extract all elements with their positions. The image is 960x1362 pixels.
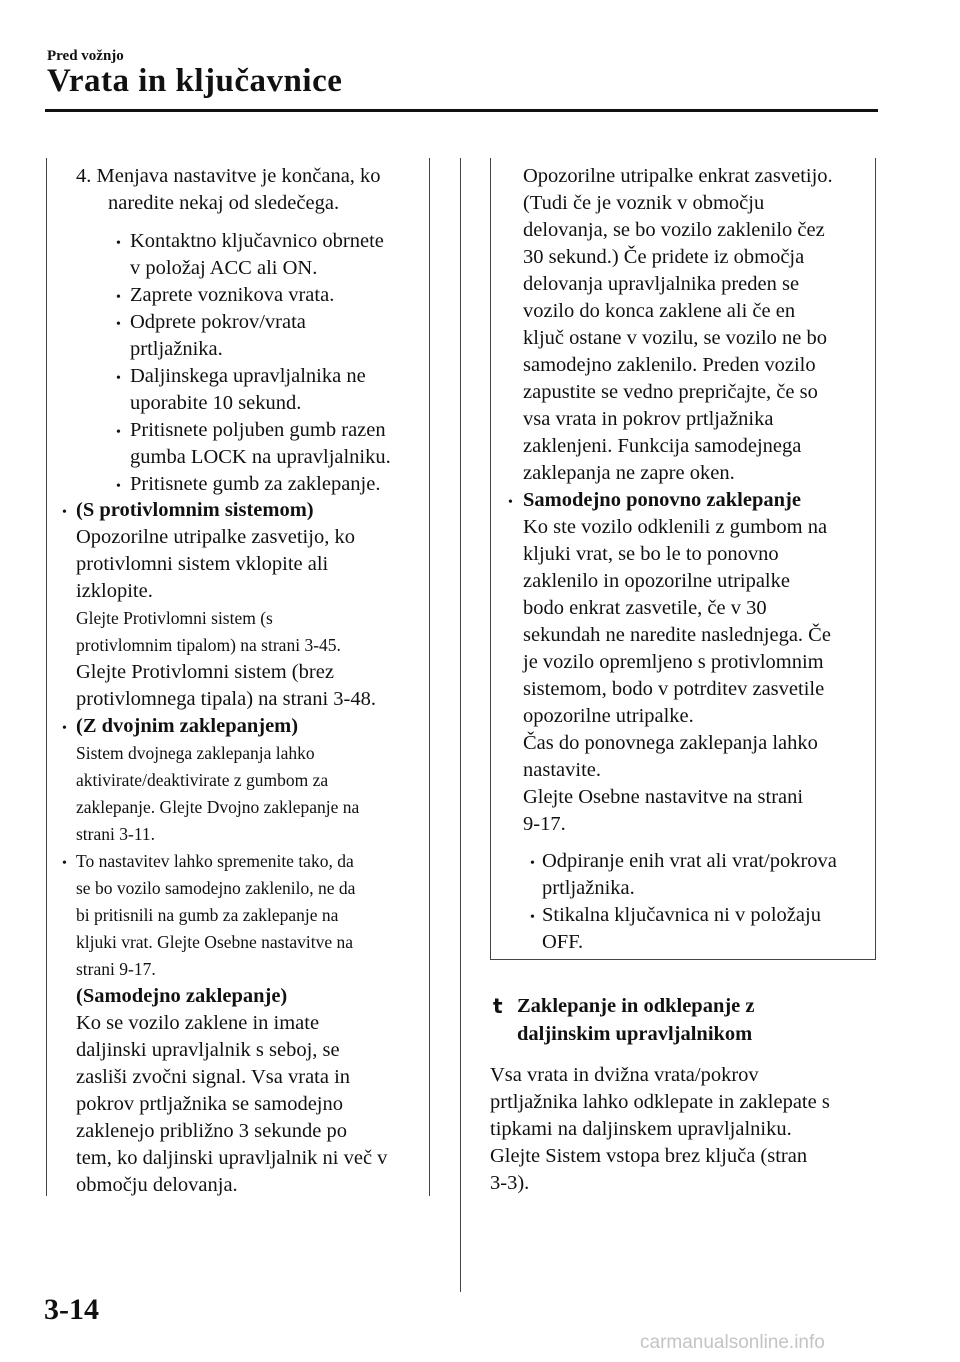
auto-lock-text: zasliši zvočni signal. Vsa vrata in	[76, 1066, 351, 1088]
antitheft-text: Opozorilne utripalke zasvetijo, ko	[76, 526, 355, 548]
center-divider	[460, 158, 461, 1292]
step-4-line-2: naredite nekaj od sledečega.	[108, 192, 340, 214]
bullet-icon: •	[62, 505, 67, 520]
list-item: Kontaktno ključavnico obrnete	[130, 230, 384, 252]
section-marker-icon: t	[493, 994, 503, 1018]
antitheft-text: protivlomni sistem vklopite ali	[76, 553, 329, 575]
bullet-icon: •	[508, 495, 513, 510]
auto-lock-heading: (Samodejno zaklepanje)	[76, 985, 288, 1007]
continuation-line: (Tudi če je voznik v območju	[523, 192, 765, 214]
list-item: gumba LOCK na upravljalniku.	[130, 446, 391, 468]
continuation-line: zaklepanja ne zapre oken.	[523, 462, 735, 484]
bullet-icon: •	[116, 236, 121, 251]
relock-text: nastavite.	[523, 759, 601, 781]
continuation-line: zaklenjeni. Funkcija samodejnega	[523, 435, 802, 457]
setting-note-text: kljuki vrat. Glejte Osebne nastavitve na	[76, 932, 354, 952]
setting-note-text: strani 9-17.	[76, 959, 156, 979]
relock-text: zaklenilo in opozorilne utripalke	[523, 570, 790, 592]
relock-text: Glejte Osebne nastavitve na strani	[523, 786, 804, 808]
bullet-icon: •	[62, 721, 67, 736]
relock-text: 9-17.	[523, 813, 566, 835]
list-item: Pritisnete poljuben gumb razen	[130, 419, 386, 441]
double-lock-heading: (Z dvojnim zaklepanjem)	[76, 715, 299, 737]
bullet-icon: •	[62, 856, 67, 871]
remote-lock-text: tipkami na daljinskem upravljalniku.	[490, 1118, 792, 1140]
relock-text: kljuki vrat, se bo le to ponovno	[523, 543, 779, 565]
continuation-line: vsa vrata in pokrov prtljažnika	[523, 408, 774, 430]
list-item: uporabite 10 sekund.	[130, 392, 302, 414]
page-number: 3-14	[44, 1293, 99, 1326]
continuation-line: Opozorilne utripalke enkrat zasvetijo.	[523, 165, 833, 187]
list-item: prtljažnika.	[130, 338, 223, 360]
antitheft-text: izklopite.	[76, 580, 153, 602]
double-lock-text: Sistem dvojnega zaklepanja lahko	[76, 743, 315, 763]
bullet-icon: •	[116, 479, 121, 494]
bullet-icon: •	[530, 910, 535, 925]
relock-text: Čas do ponovnega zaklepanja lahko	[523, 732, 818, 754]
continuation-line: delovanja upravljalnika preden se	[523, 273, 800, 295]
list-item: v položaj ACC ali ON.	[130, 257, 318, 279]
list-item: OFF.	[542, 931, 584, 953]
remote-lock-text: Glejte Sistem vstopa brez ključa (stran	[490, 1145, 808, 1167]
list-item: Stikalna ključavnica ni v položaju	[542, 904, 821, 926]
page-title: Vrata in ključavnice	[47, 63, 343, 99]
antitheft-reference-1: protivlomnim tipalom) na strani 3-45.	[76, 635, 341, 655]
double-lock-text: zaklepanje. Glejte Dvojno zaklepanje na	[76, 797, 360, 817]
step-4-line-1: 4. Menjava nastavitve je končana, ko	[76, 165, 381, 187]
remote-lock-text: Vsa vrata in dvižna vrata/pokrov	[490, 1064, 759, 1086]
continuation-line: ključ ostane v vozilu, se vozilo ne bo	[523, 327, 828, 349]
relock-text: opozorilne utripalke.	[523, 705, 694, 727]
remote-lock-text: 3-3).	[490, 1172, 530, 1194]
relock-text: je vozilo opremljeno s protivlomnim	[523, 651, 824, 673]
relock-heading: Samodejno ponovno zaklepanje	[523, 489, 801, 511]
list-item: Daljinskega upravljalnika ne	[130, 365, 366, 387]
continuation-line: 30 sekund.) Če pridete iz območja	[523, 246, 805, 268]
list-item: Odprete pokrov/vrata	[130, 311, 306, 333]
relock-text: bodo enkrat zasvetile, če v 30	[523, 597, 767, 619]
antitheft-reference-2: Glejte Protivlomni sistem (brez	[76, 661, 334, 683]
watermark: carmanualsonline.info	[640, 1332, 825, 1353]
continuation-line: delovanja, se bo vozilo zaklenilo čez	[523, 219, 825, 241]
auto-lock-text: območju delovanja.	[76, 1174, 238, 1196]
relock-text: sekundah ne naredite naslednjega. Če	[523, 624, 831, 646]
remote-lock-text: prtljažnika lahko odklepate in zaklepate s	[490, 1091, 830, 1113]
auto-lock-text: zaklenejo približno 3 sekunde po	[76, 1120, 347, 1142]
auto-lock-text: daljinski upravljalnik s seboj, se	[76, 1039, 340, 1061]
remote-lock-heading: daljinskim upravljalnikom	[517, 1023, 753, 1045]
auto-lock-text: tem, ko daljinski upravljalnik ni več v	[76, 1147, 388, 1169]
setting-note-text: To nastavitev lahko spremenite tako, da	[76, 851, 354, 871]
antitheft-reference-1: Glejte Protivlomni sistem (s	[76, 608, 273, 628]
setting-note-text: se bo vozilo samodejno zaklenilo, ne da	[76, 878, 356, 898]
list-item: Odpiranje enih vrat ali vrat/pokrova	[542, 850, 837, 872]
auto-lock-text: pokrov prtljažnika se samodejno	[76, 1093, 344, 1115]
double-lock-text: strani 3-11.	[76, 824, 156, 844]
antitheft-reference-2: protivlomnega tipala) na strani 3-48.	[76, 688, 377, 710]
setting-note-text: bi pritisnili na gumb za zaklepanje na	[76, 905, 339, 925]
list-item: Zaprete voznikova vrata.	[130, 284, 335, 306]
continuation-line: zapustite se vedno prepričajte, če so	[523, 381, 818, 403]
remote-lock-heading: Zaklepanje in odklepanje z	[517, 995, 755, 1017]
title-rule	[45, 109, 878, 112]
bullet-icon: •	[116, 371, 121, 386]
continuation-line: samodejno zaklenilo. Preden vozilo	[523, 354, 816, 376]
double-lock-text: aktivirate/deaktivirate z gumbom za	[76, 770, 329, 790]
auto-lock-text: Ko se vozilo zaklene in imate	[76, 1012, 320, 1034]
continuation-line: vozilo do konca zaklene ali če en	[523, 300, 796, 322]
relock-text: Ko ste vozilo odklenili z gumbom na	[523, 516, 828, 538]
bullet-icon: •	[116, 290, 121, 305]
bullet-icon: •	[116, 425, 121, 440]
section-label: Pred vožnjo	[47, 48, 124, 64]
antitheft-heading: (S protivlomnim sistemom)	[76, 499, 314, 521]
list-item: prtljažnika.	[542, 877, 635, 899]
list-item: Pritisnete gumb za zaklepanje.	[130, 473, 381, 495]
bullet-icon: •	[116, 317, 121, 332]
bullet-icon: •	[530, 856, 535, 871]
relock-text: sistemom, bodo v potrditev zasvetile	[523, 678, 825, 700]
